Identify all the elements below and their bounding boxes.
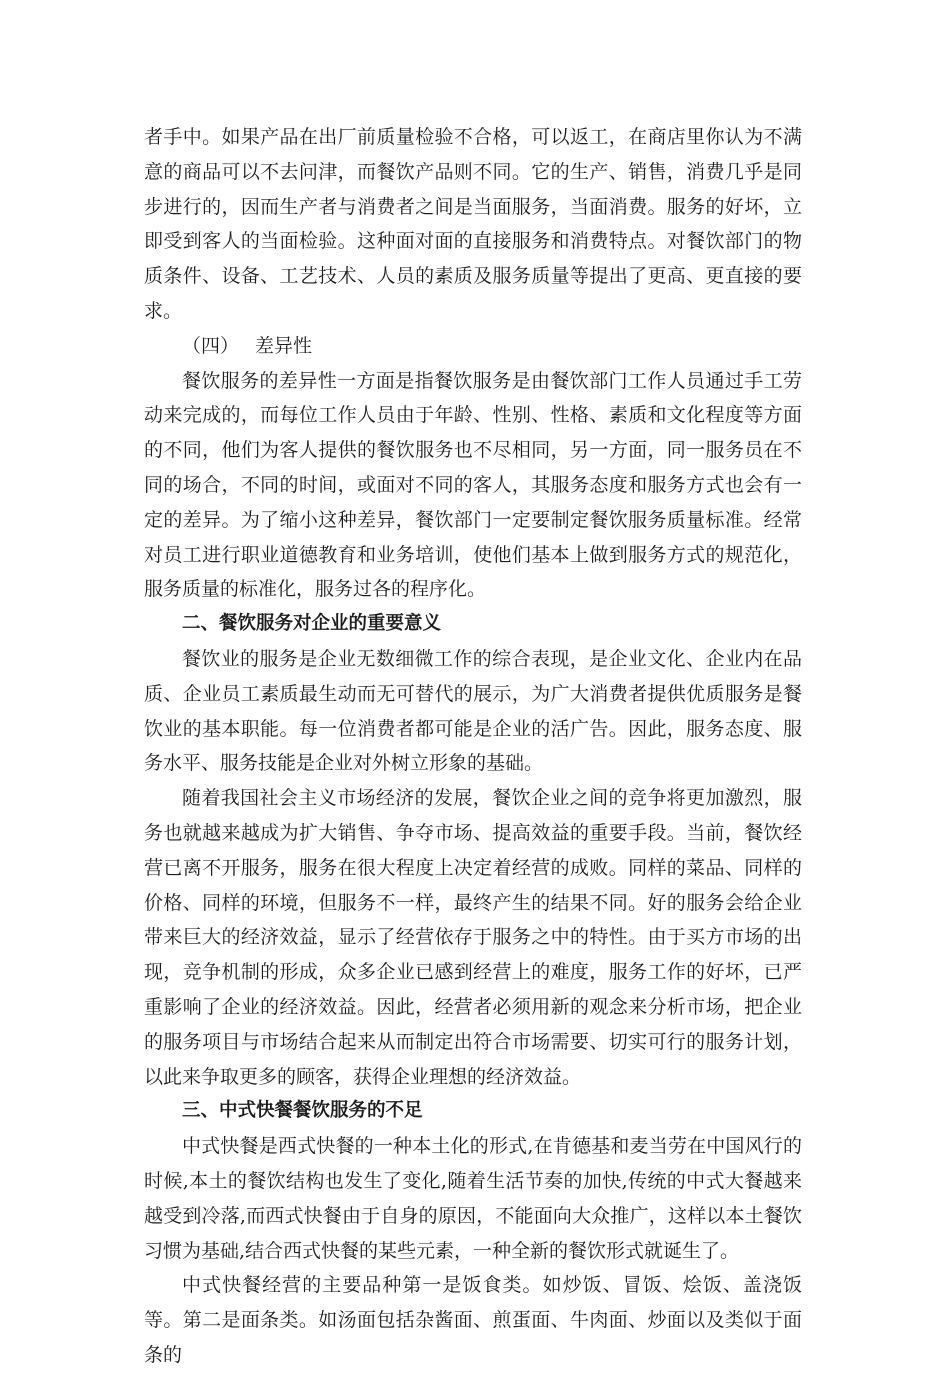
- paragraph-difference: 餐饮服务的差异性一方面是指餐饮服务是由餐饮部门工作人员通过手工劳动来完成的，而每位工作人员由于年龄、性别、性格、素质和文化程度等方面的不同，他们为客人提供的餐饮服务也不尽相同，另一方面，同一服务员在不同的场合，不同的时间，或面对不同的客人，其服务态度和服务方式也会有一定的差异。为了缩小这种差异，餐饮部门一定要制定餐饮服务质量标准。经常对员工进行职业道德教育和业务培训，使他们基本上做到服务方式的规范化，服务质量的标准化，服务过各的程序化。: [144, 369, 802, 601]
- subheading-title: 差异性: [255, 334, 313, 357]
- subheading-number: （四）: [182, 334, 240, 357]
- document-page: [144, 120, 802, 1373]
- paragraph-importance-1: 餐饮业的服务是企业无数细微工作的综合表现，是企业文化、企业内在品质、企业员工素质最生动而无可替代的展示，为广大消费者提供优质服务是餐饮业的基本职能。每一位消费者都可能是企业的活广告。因此，服务态度、服务水平、服务技能是企业对外树立形象的基础。: [144, 647, 802, 775]
- paragraph-fastfood-varieties: 中式快餐经营的主要品种第一是饭食类。如炒饭、冒饭、烩饭、盖浇饭等。第二是面条类。如汤面包括杂酱面、煎蛋面、牛肉面、炒面以及类似于面条的: [144, 1274, 802, 1366]
- paragraph-importance-2: 随着我国社会主义市场经济的发展，餐饮企业之间的竞争将更加激烈，服务也就越来越成为扩大销售、争夺市场、提高效益的重要手段。当前，餐饮经营已离不开服务，服务在很大程度上决定着经营的成败。同样的菜品、同样的价格、同样的环境，但服务不一样，最终产生的结果不同。好的服务会给企业带来巨大的经济效益，显示了经营依存于服务之中的特性。由于买方市场的出现，竞争机制的形成，众多企业已感到经营上的难度，服务工作的好坏，已严重影响了企业的经济效益。因此，经营者必须用新的观念来分析市场，把企业的服务项目与市场结合起来从而制定出符合市场需要、切实可行的服务计划，以此来争取更多的顾客，获得企业理想的经济效益。: [144, 787, 802, 1088]
- subheading-difference: [144, 329, 802, 364]
- section-heading-shortcomings: 三、中式快餐餐饮服务的不足: [182, 1100, 423, 1122]
- section-heading-importance: 二、餐饮服务对企业的重要意义: [182, 613, 442, 635]
- paragraph-continuation: 者手中。如果产品在出厂前质量检验不合格，可以返工，在商店里你认为不满意的商品可以不去问津，而餐饮产品则不同。它的生产、销售，消费几乎是同步进行的，因而生产者与消费者之间是当面服务，当面消费。服务的好坏，立即受到客人的当面检验。这种面对面的直接服务和消费特点。对餐饮部门的物质条件、设备、工艺技术、人员的素质及服务质量等提出了更高、更直接的要求。: [144, 126, 802, 322]
- paragraph-fastfood-intro: 中式快餐是西式快餐的一种本土化的形式,在肯德基和麦当劳在中国风行的时候,本土的餐饮结构也发生了变化,随着生活节奏的加快,传统的中式大餐越来越受到冷落,而西式快餐由于自身的原因，不能面向大众推广，这样以本土餐饮习惯为基础,结合西式快餐的某些元素，一种全新的餐饮形式就诞生了。: [144, 1135, 802, 1262]
